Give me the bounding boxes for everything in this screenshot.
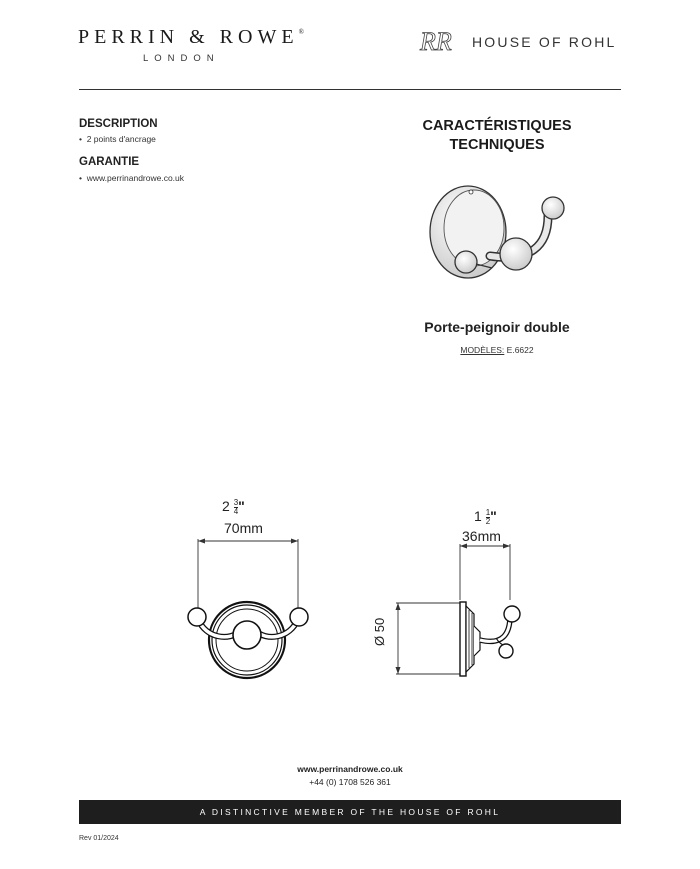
spec-title-line2: TECHNIQUES: [449, 137, 545, 153]
revision-label: Rev 01/2024: [79, 835, 119, 842]
rohl-monogram-letters: RR: [420, 27, 452, 56]
front-width-unit: ": [238, 498, 245, 514]
product-illustration: [420, 176, 580, 294]
brand-logo: [78, 26, 304, 49]
front-width-inch: [222, 498, 245, 516]
brand-location: LONDON: [143, 53, 220, 64]
footer-banner: [79, 800, 621, 824]
diameter-label: Ø 50: [372, 617, 387, 646]
description-item: • 2 points d'ancrage: [79, 134, 156, 144]
registered-mark: ®: [298, 28, 304, 36]
side-depth-den: 2: [485, 516, 491, 526]
footer-banner-text: A DISTINCTIVE MEMBER OF THE HOUSE OF ROHL: [199, 807, 501, 817]
partner-name: HOUSE OF ROHL: [472, 34, 617, 50]
front-view-drawing: [180, 535, 310, 685]
side-view-drawing: [376, 540, 536, 690]
product-name: Porte-peignoir double: [424, 319, 570, 335]
models-value: E.6622: [506, 345, 534, 355]
warranty-item: • www.perrinandrowe.co.uk: [79, 173, 185, 183]
models-line: [380, 345, 614, 355]
spec-title-line1: CARACTÉRISTIQUES: [422, 118, 572, 134]
warranty-link[interactable]: www.perrinandrowe.co.uk: [86, 173, 185, 183]
front-width-num: 3: [233, 497, 239, 507]
side-depth-mm: 36mm: [462, 528, 501, 544]
side-depth-unit: ": [490, 508, 497, 524]
rohl-monogram-icon: [418, 26, 466, 56]
header-divider: [79, 89, 621, 90]
side-depth-inch: [474, 508, 497, 526]
footer-phone: +44 (0) 1708 526 361: [309, 777, 391, 787]
spec-title: [380, 117, 614, 155]
description-title: DESCRIPTION: [79, 118, 158, 130]
brand-name: PERRIN & ROWE: [78, 26, 299, 48]
front-width-whole: 2: [222, 498, 230, 514]
models-label: MODÈLES:: [460, 345, 505, 355]
side-depth-whole: 1: [474, 508, 482, 524]
footer-website[interactable]: www.perrinandrowe.co.uk: [297, 764, 403, 774]
front-width-den: 4: [233, 506, 239, 516]
side-depth-num: 1: [485, 507, 491, 517]
front-width-mm: 70mm: [224, 520, 263, 536]
description-item-text: 2 points d'ancrage: [86, 134, 156, 144]
warranty-title: GARANTIE: [79, 156, 140, 168]
